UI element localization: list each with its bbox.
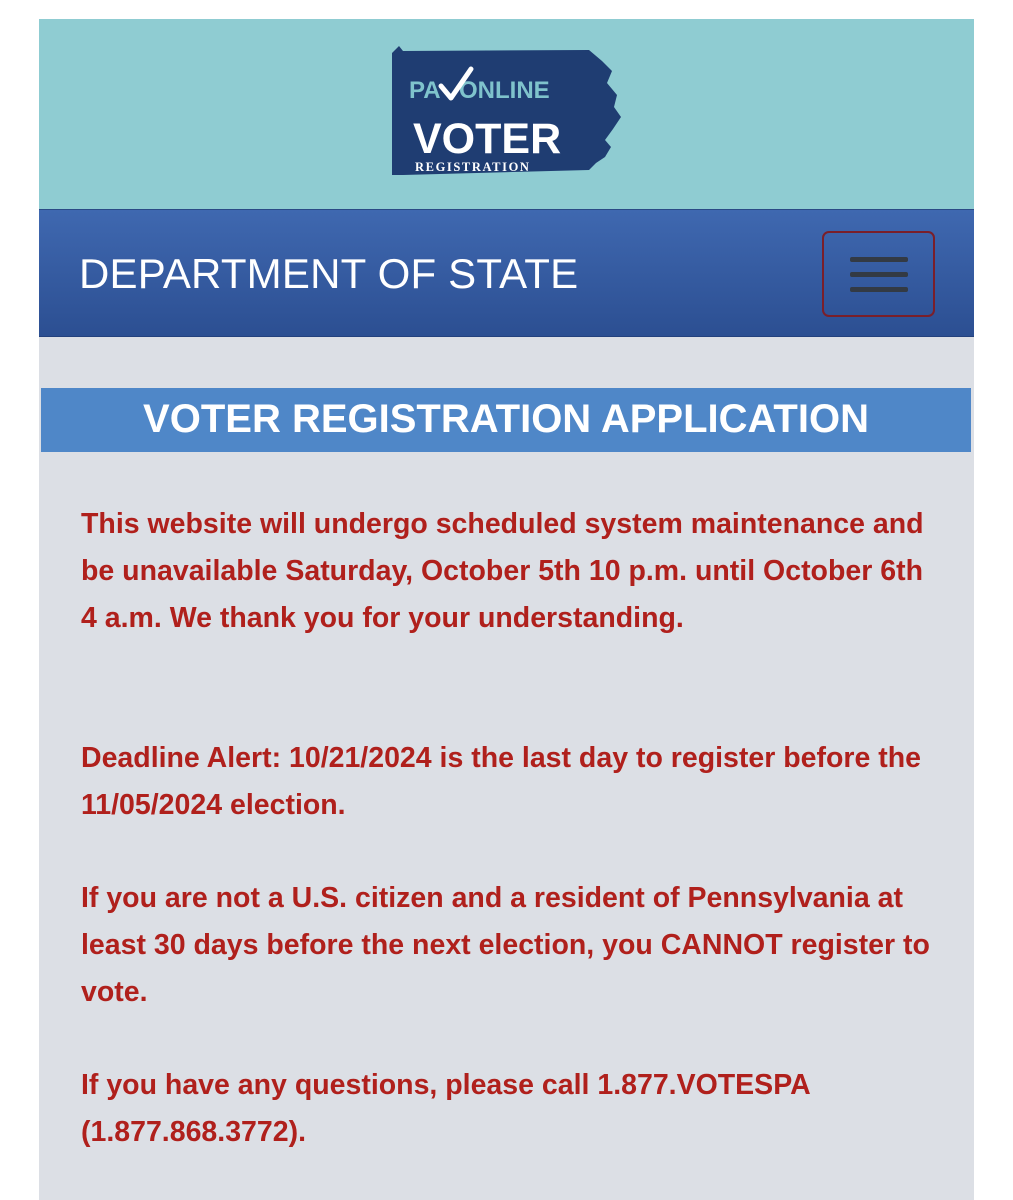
application-heading-band (41, 388, 971, 452)
maintenance-notice: This website will undergo scheduled system maintenance and be unavailable Saturday, October 5th 10 p.m. until October 6th 4 a.m. We thank you for your understanding. (81, 508, 924, 634)
page-container (39, 19, 974, 1200)
logo-prefix: PA (409, 77, 441, 104)
pa-online-voter-registration-logo[interactable] (389, 43, 624, 179)
application-heading: VOTER REGISTRATION APPLICATION (143, 397, 869, 441)
menu-toggle-button[interactable] (822, 231, 935, 317)
department-title[interactable]: DEPARTMENT OF STATE (79, 250, 579, 297)
logo-voter: VOTER (413, 115, 562, 163)
deadline-alert: Deadline Alert: 10/21/2024 is the last day to register before the 11/05/2024 election. (81, 742, 922, 821)
logo-online: ONLINE (459, 77, 550, 104)
navigation-bar (39, 209, 974, 337)
eligibility-notice: If you are not a U.S. citizen and a resident of Pennsylvania at least 30 days before the next election, you CANNOT register to vote. (81, 882, 930, 1008)
contact-notice: If you have any questions, please call 1.877.VOTESPA (1.877.868.3772). (81, 1069, 810, 1148)
logo-registration: REGISTRATION (415, 160, 531, 174)
logo-banner (39, 19, 974, 209)
hamburger-menu-icon (850, 272, 908, 277)
hamburger-menu-icon (850, 257, 908, 262)
hamburger-menu-icon (850, 287, 908, 292)
